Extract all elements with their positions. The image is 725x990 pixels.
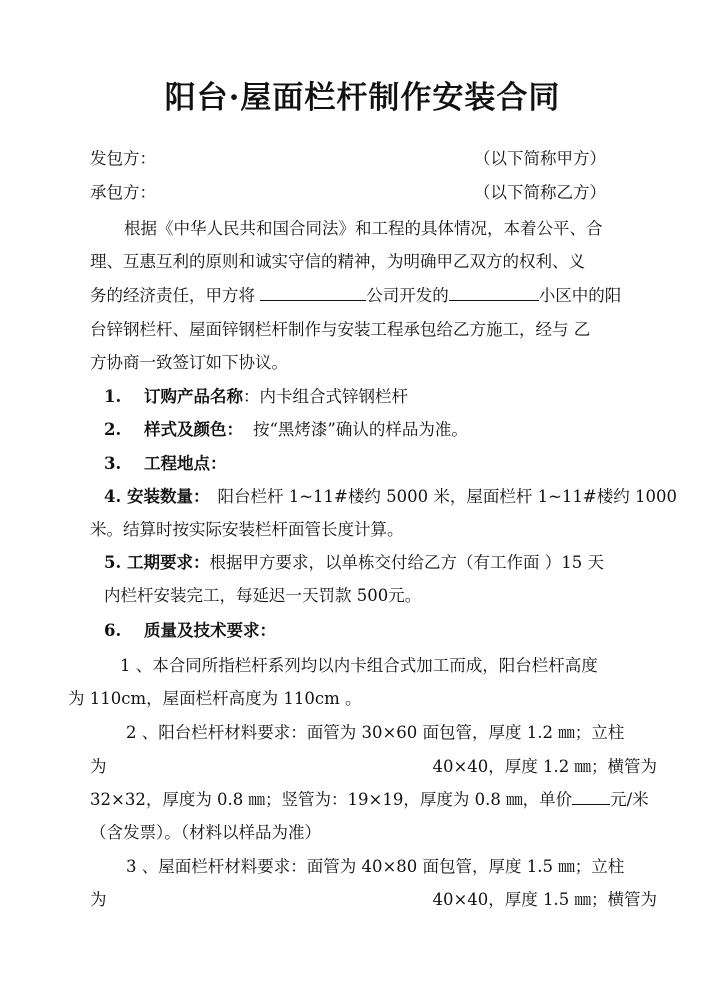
quality-3-line-1: 3 、屋面栏杆材料要求：面管为 40×80 面包管，厚度 1.5 ㎜；立柱 [126, 857, 625, 876]
intro-line-3-part-c: 小区中的阳 [538, 286, 622, 305]
employer-label: 发包方： [90, 149, 156, 168]
quality-2-line-3-part-a: 32×32，厚度为 0.8 ㎜；竖管为：19×19，厚度为 0.8 ㎜，单价 [90, 790, 573, 809]
intro-line-3-part-b: 公司开发的 [366, 286, 449, 305]
intro-line-3-part-a: 务的经济责任，甲方将 [90, 286, 261, 305]
item-4 [104, 486, 677, 508]
item-4-value: 阳台栏杆 1~11#楼约 5000 米，屋面栏杆 1~11#楼约 1000 [217, 487, 677, 506]
item-6-number: 6. [104, 621, 122, 640]
quality-3-line-2-right: 40×40，厚度 1.5 ㎜；横管为 [432, 890, 657, 909]
item-1 [104, 386, 408, 408]
quality-2-line-3-part-b: 元/米 [610, 790, 649, 809]
item-2-value: 按“黑烤漆”确认的样品为准。 [253, 420, 468, 439]
quality-2-line-4: （含发票）。（材料以样品为准） [90, 823, 321, 842]
item-1-label: 订购产品名称 [144, 387, 243, 406]
item-5 [104, 552, 604, 574]
item-5-label: 5. 工期要求： [104, 553, 210, 572]
item-5-continuation: 内栏杆安装完工，每延迟一天罚款 500元。 [104, 586, 422, 605]
item-1-value: ：内卡组合式锌钢栏杆 [243, 387, 408, 406]
intro-line-1: 根据《中华人民共和国合同法》和工程的具体情况，本着公平、合 [124, 219, 603, 238]
item-4-label: 4. 安装数量： [104, 487, 210, 506]
item-1-number: 1. [104, 387, 122, 406]
item-6 [104, 620, 276, 642]
item-6-label: 质量及技术要求： [144, 621, 276, 640]
developer-blank [260, 286, 366, 301]
quality-1-line-1: 1 、本合同所指栏杆系列均以内卡组合式加工而成，阳台栏杆高度 [120, 656, 598, 675]
item-3-label: 工程地点： [144, 454, 227, 473]
intro-line-2: 理、互惠互利的原则和诚实守信的精神，为明确甲乙双方的权利、义 [90, 252, 585, 271]
quality-1-line-2: 为 110cm，屋面栏杆高度为 110cm 。 [68, 689, 362, 708]
item-4-continuation: 米。结算时按实际安装栏杆面管长度计算。 [90, 520, 404, 539]
quality-3-line-2-left: 为 [90, 890, 107, 909]
intro-line-3 [90, 285, 621, 307]
quality-2-line-2-right: 40×40，厚度 1.2 ㎜；横管为 [432, 757, 657, 776]
quality-2-line-2-left: 为 [90, 757, 107, 776]
unit-price-blank [572, 790, 610, 805]
contractor-label: 承包方： [90, 183, 156, 202]
intro-line-4: 台锌钢栏杆、屋面锌钢栏杆制作与安装工程承包给乙方施工，经与 乙 [90, 320, 591, 339]
contractor-note: （以下简称乙方） [474, 183, 606, 202]
document-title: 阳台·屋面栏杆制作安装合同 [164, 80, 561, 116]
quality-2-line-1: 2 、阳台栏杆材料要求：面管为 30×60 面包管，厚度 1.2 ㎜；立柱 [126, 723, 625, 742]
community-blank [449, 286, 539, 301]
item-2-number: 2. [104, 420, 122, 439]
quality-2-line-3 [90, 789, 649, 811]
item-3-number: 3. [104, 454, 122, 473]
intro-line-5: 方协商一致签订如下协议。 [90, 353, 288, 372]
item-2-label: 样式及颜色： [144, 420, 243, 439]
employer-note: （以下简称甲方） [474, 149, 606, 168]
item-5-value: 根据甲方要求，以单栋交付给乙方（有工作面 ）15 天 [209, 553, 604, 572]
item-3 [104, 453, 227, 475]
item-2 [104, 419, 468, 441]
